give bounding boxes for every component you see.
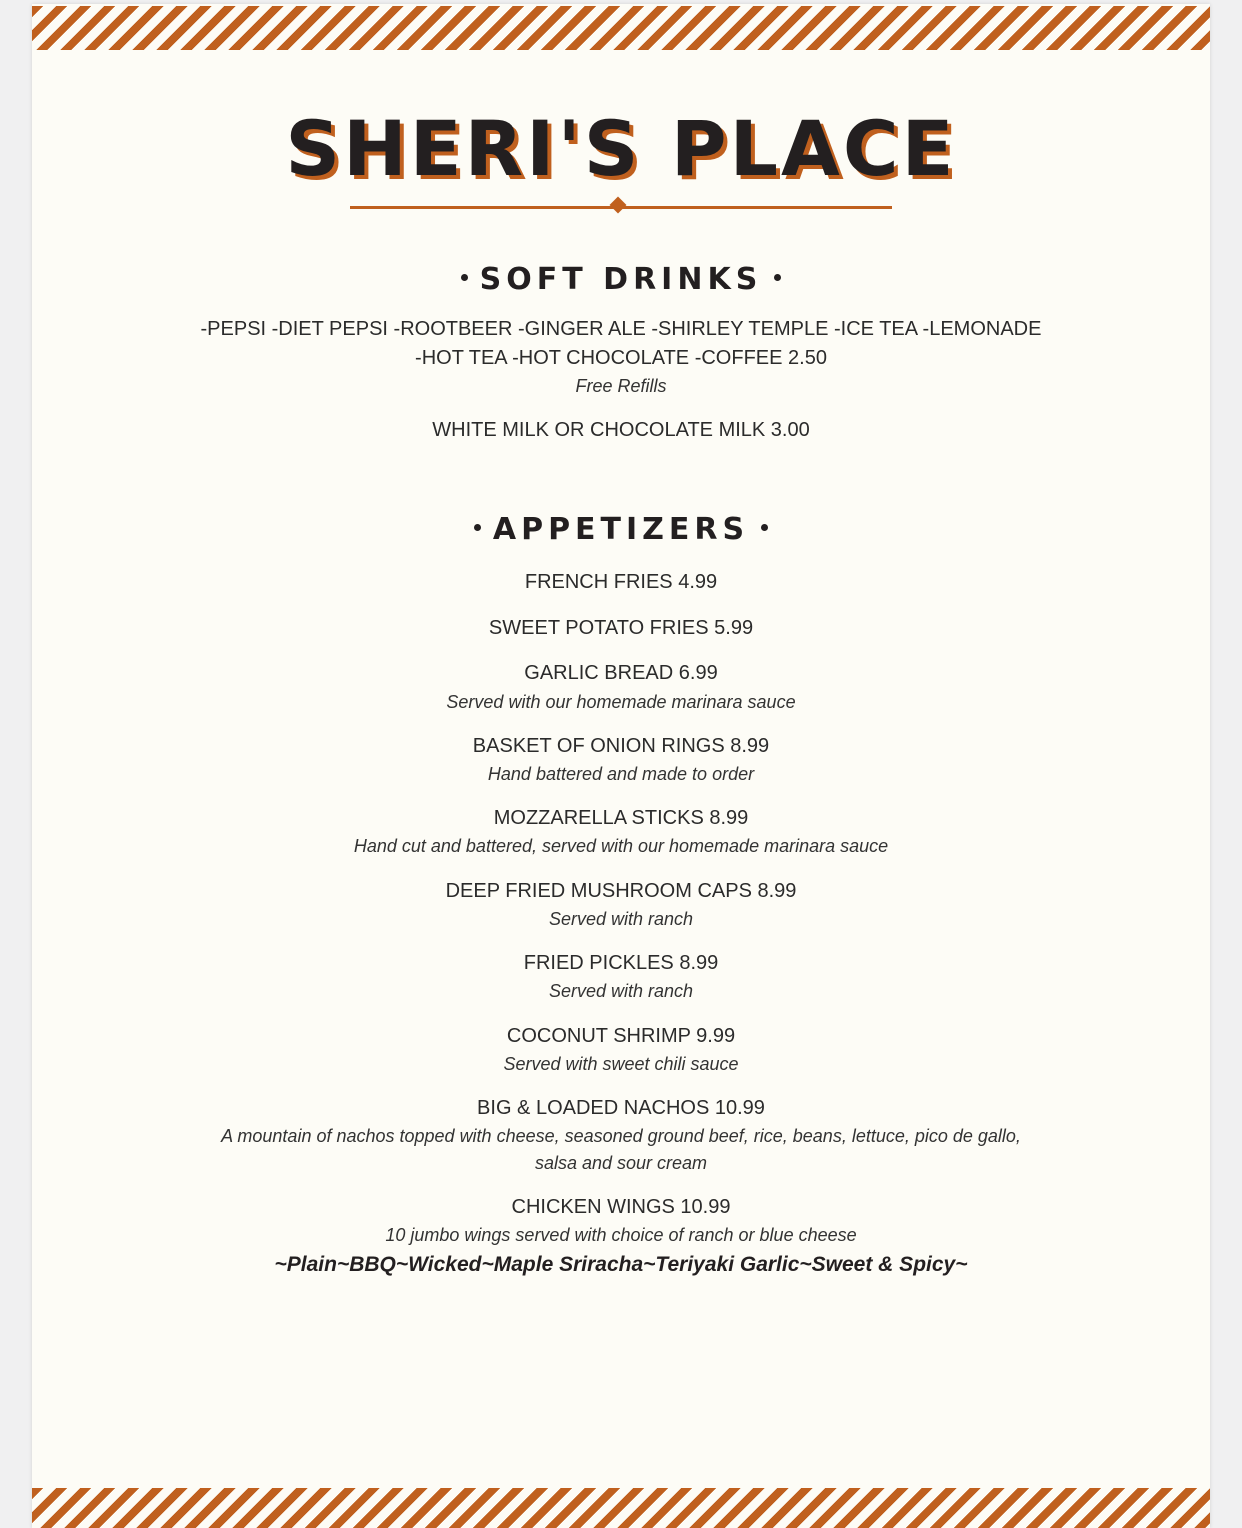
- menu-item-name: DEEP FRIED MUSHROOM CAPS 8.99: [445, 880, 797, 902]
- divider-diamond-icon: [610, 197, 627, 214]
- menu-item-name: MOZZARELLA STICKS 8.99: [493, 807, 749, 829]
- menu-item-name: FRIED PICKLES 8.99: [523, 952, 719, 974]
- top-stripe-border: [32, 6, 1210, 50]
- menu-item-description: 10 jumbo wings served with choice of ranch or blue cheese: [385, 1225, 857, 1245]
- wing-flavors: ~Plain~BBQ~Wicked~Maple Sriracha~Teriyaki Garlic~Sweet & Spicy~: [274, 1253, 968, 1276]
- menu-item-name: COCONUT SHRIMP 9.99: [506, 1025, 736, 1047]
- bullet-dot-icon: [761, 524, 768, 531]
- appetizers-heading: [32, 512, 1210, 547]
- menu-item-description: Hand battered and made to order: [487, 764, 755, 784]
- menu-item-name: BASKET OF ONION RINGS 8.99: [472, 735, 770, 757]
- menu-item-description: Served with ranch: [548, 981, 694, 1001]
- bullet-dot-icon: [474, 524, 481, 531]
- bullet-dot-icon: [774, 274, 781, 281]
- menu-item-description: Served with ranch: [548, 909, 694, 929]
- menu-item-name: BIG & LOADED NACHOS 10.99: [477, 1097, 765, 1119]
- menu-item-name: CHICKEN WINGS 10.99: [511, 1196, 731, 1218]
- free-refills-note: Free Refills: [575, 376, 667, 396]
- restaurant-title: SHERI'S PLACE: [285, 104, 957, 193]
- menu-item-description: Hand cut and battered, served with our homemade marinara sauce: [353, 836, 889, 856]
- soft-drinks-list-line2: -HOT TEA -HOT CHOCOLATE -COFFEE 2.50: [415, 347, 827, 369]
- soft-drinks-heading: [32, 262, 1210, 297]
- bullet-dot-icon: [461, 274, 468, 281]
- menu-item-description-cont: salsa and sour cream: [534, 1153, 708, 1173]
- menu-item-description: Served with our homemade marinara sauce: [446, 692, 796, 712]
- soft-drinks-heading-text: SOFT DRINKS: [479, 262, 763, 297]
- appetizers-heading-text: APPETIZERS: [492, 512, 750, 547]
- menu-item-description: Served with sweet chili sauce: [503, 1054, 739, 1074]
- milk-item: WHITE MILK OR CHOCOLATE MILK 3.00: [432, 419, 810, 441]
- menu-item-name: FRENCH FRIES 4.99: [524, 571, 718, 593]
- menu-item-name: GARLIC BREAD 6.99: [524, 662, 718, 684]
- menu-item-description: A mountain of nachos topped with cheese, seasoned ground beef, rice, beans, lettuce, pico de gallo,: [221, 1126, 1021, 1146]
- bottom-stripe-border: [32, 1488, 1210, 1528]
- menu-sheet: [32, 4, 1210, 1528]
- menu-item-name: SWEET POTATO FRIES 5.99: [488, 617, 754, 639]
- soft-drinks-list-line1: -PEPSI -DIET PEPSI -ROOTBEER -GINGER ALE -SHIRLEY TEMPLE -ICE TEA -LEMONADE: [200, 318, 1042, 340]
